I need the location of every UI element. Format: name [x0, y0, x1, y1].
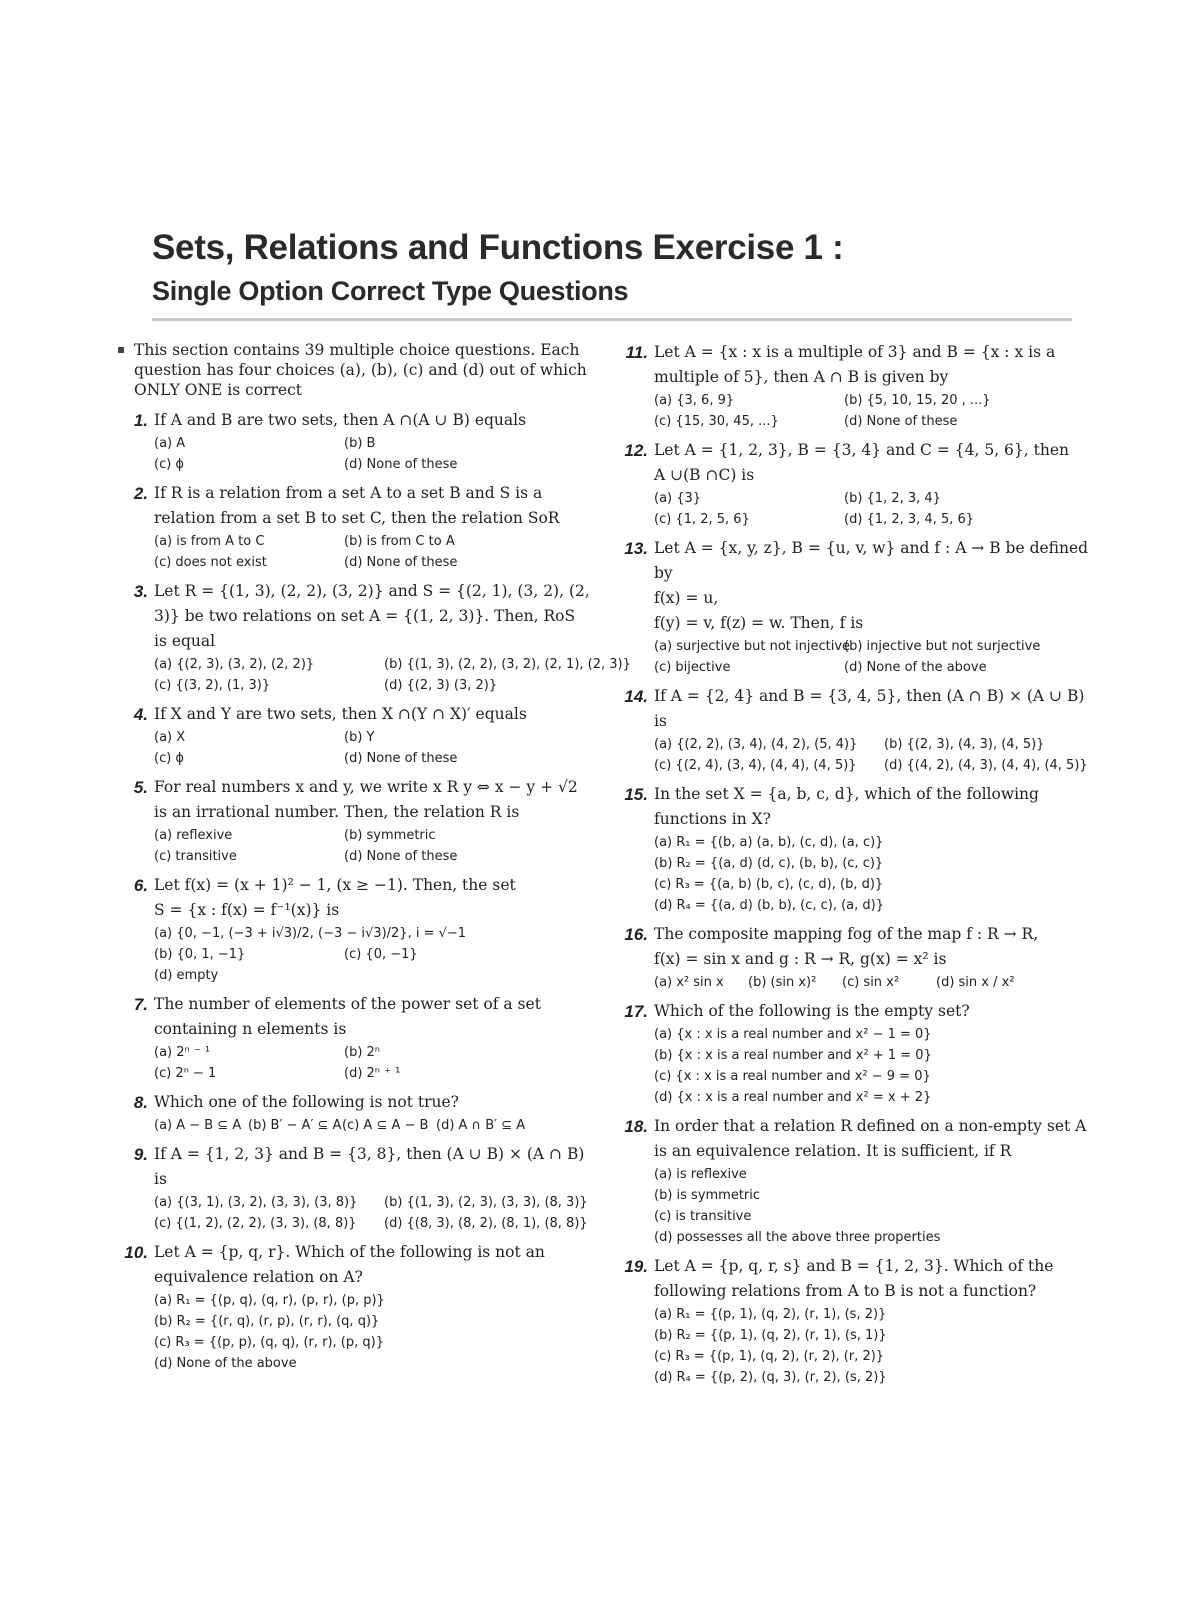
- question-item: [618, 782, 1098, 916]
- question-number: 9.: [133, 1145, 148, 1164]
- answer-options: [654, 488, 1098, 530]
- page-title: Sets, Relations and Functions Exercise 1 :: [152, 228, 844, 267]
- answer-options: [654, 390, 1098, 432]
- square-bullet-icon: [118, 347, 124, 353]
- answer-option: (c) is transitive: [654, 1209, 752, 1224]
- answer-options: [654, 832, 1098, 916]
- answer-option: (d) {1, 2, 3, 4, 5, 6}: [844, 512, 975, 527]
- answer-option: (c) 2ⁿ − 1: [154, 1066, 217, 1081]
- answer-option: (a) {3, 6, 9}: [654, 393, 735, 408]
- question-number: 19.: [624, 1257, 648, 1276]
- question-text: If A = {2, 4} and B = {3, 4, 5}, then (A ∩ B) × (A ∪ B) is: [654, 687, 1085, 730]
- question-item: [118, 873, 592, 986]
- question-number: 4.: [133, 705, 148, 724]
- answer-option: (a) R₁ = {(p, q), (q, r), (p, r), (p, p)}: [154, 1293, 385, 1308]
- answer-option: (b) R₂ = {(a, d) (d, c), (b, b), (c, c)}: [654, 856, 884, 871]
- question-text: Let A = {p, q, r, s} and B = {1, 2, 3}. Which of the following relations from A to B is not a function?: [654, 1257, 1054, 1300]
- question-head: [618, 536, 1098, 636]
- answer-option: (c) {0, −1}: [344, 947, 418, 962]
- answer-option: (c) A ⊆ A − B: [342, 1118, 429, 1133]
- answer-option: (d) {(2, 3) (3, 2)}: [384, 678, 498, 693]
- answer-option: (c) does not exist: [154, 555, 267, 570]
- question-head: [618, 1114, 1098, 1164]
- question-item: [118, 702, 592, 769]
- question-item: [618, 340, 1098, 432]
- answer-option: (b) is from C to A: [344, 534, 455, 549]
- answer-option: (d) R₄ = {(p, 2), (q, 3), (r, 2), (s, 2)}: [654, 1370, 887, 1385]
- answer-options: [654, 1024, 1098, 1108]
- answer-option: (a) {x : x is a real number and x² − 1 = 0}: [654, 1027, 932, 1042]
- question-item: [618, 684, 1098, 776]
- answer-option: (b) {x : x is a real number and x² + 1 = 0}: [654, 1048, 932, 1063]
- question-text: If A and B are two sets, then A ∩(A ∪ B) equals: [154, 411, 527, 429]
- question-head: [618, 340, 1098, 390]
- answer-option: (c) {(1, 2), (2, 2), (3, 3), (8, 8)}: [154, 1216, 357, 1231]
- question-head: [118, 579, 592, 654]
- question-head: [118, 775, 592, 825]
- question-head: [118, 481, 592, 531]
- answer-options: [654, 734, 1098, 776]
- question-number: 13.: [624, 539, 648, 558]
- left-column: [118, 340, 631, 1380]
- question-text: The composite mapping fog of the map f : R → R, f(x) = sin x and g : R → R, g(x) = x² is: [654, 925, 1039, 968]
- question-text: If A = {1, 2, 3} and B = {3, 8}, then (A ∪ B) × (A ∩ B) is: [154, 1145, 585, 1188]
- question-number: 12.: [624, 441, 648, 460]
- question-number: 6.: [133, 876, 148, 895]
- answer-option: (c) ϕ: [154, 751, 184, 766]
- question-text: Let A = {1, 2, 3}, B = {3, 4} and C = {4, 5, 6}, then A ∪(B ∩C) is: [654, 441, 1069, 484]
- question-head: [118, 992, 592, 1042]
- answer-options: [654, 636, 1098, 678]
- answer-option: (b) {0, 1, −1}: [154, 947, 246, 962]
- answer-option: (d) A ∩ B′ ⊆ A: [436, 1118, 526, 1133]
- answer-option: (c) R₃ = {(p, 1), (q, 2), (r, 2), (r, 2)}: [654, 1349, 885, 1364]
- question-number: 16.: [624, 925, 648, 944]
- answer-option: (a) reflexive: [154, 828, 233, 843]
- answer-option: (c) transitive: [154, 849, 237, 864]
- question-item: [118, 1240, 592, 1374]
- answer-option: (a) {(2, 2), (3, 4), (4, 2), (5, 4)}: [654, 737, 858, 752]
- answer-option: (b) B: [344, 436, 376, 451]
- question-item: [118, 579, 631, 696]
- answer-option: (c) {(3, 2), (1, 3)}: [154, 678, 271, 693]
- answer-option: (c) ϕ: [154, 457, 184, 472]
- answer-option: (c) sin x²: [842, 975, 900, 990]
- question-text: If X and Y are two sets, then X ∩(Y ∩ X)′ equals: [154, 705, 527, 723]
- question-number: 2.: [133, 484, 148, 503]
- question-item: [618, 999, 1098, 1108]
- answer-option: (a) X: [154, 730, 186, 745]
- answer-option: (a) A − B ⊆ A: [154, 1118, 242, 1133]
- answer-option: (d) 2ⁿ ⁺ ¹: [344, 1066, 401, 1081]
- question-text: Let A = {x : x is a multiple of 3} and B = {x : x is a multiple of 5}, then A ∩ B is given by: [654, 343, 1056, 386]
- answer-option: (a) {0, −1, (−3 + i√3)/2, (−3 − i√3)/2}, i = √−1: [154, 926, 467, 941]
- question-head: [118, 702, 592, 727]
- question-text: In the set X = {a, b, c, d}, which of the following functions in X?: [654, 785, 1039, 828]
- answer-options: [154, 531, 592, 573]
- answer-option: (d) sin x / x²: [936, 975, 1015, 990]
- answer-option: (b) {1, 2, 3, 4}: [844, 491, 941, 506]
- answer-option: (c) bijective: [654, 660, 731, 675]
- answer-option: (b) {(1, 3), (2, 2), (3, 2), (2, 1), (2, 3)}: [384, 657, 631, 672]
- question-head: [618, 438, 1098, 488]
- answer-option: (d) None of these: [344, 751, 458, 766]
- question-head: [618, 999, 1098, 1024]
- answer-option: (a) {3}: [654, 491, 702, 506]
- answer-option: (c) {1, 2, 5, 6}: [654, 512, 750, 527]
- question-item: [618, 1254, 1098, 1388]
- question-text: Let A = {x, y, z}, B = {u, v, w} and f : A → B be defined by f(x) = u, f(y) = v, f(z) = w. Then, f is: [654, 539, 1089, 632]
- answer-option: (a) 2ⁿ ⁻ ¹: [154, 1045, 211, 1060]
- answer-option: (b) B′ − A′ ⊆ A: [248, 1118, 342, 1133]
- answer-option: (b) injective but not surjective: [844, 639, 1041, 654]
- answer-option: (a) A: [154, 436, 186, 451]
- question-text: If R is a relation from a set A to a set B and S is a relation from a set B to set C, then the relation SoR: [154, 484, 560, 527]
- answer-option: (b) is symmetric: [654, 1188, 761, 1203]
- question-item: [618, 1114, 1098, 1248]
- answer-options: [154, 1042, 592, 1084]
- question-text: Let f(x) = (x + 1)² − 1, (x ≥ −1). Then, the set S = {x : f(x) = f⁻¹(x)} is: [154, 876, 516, 919]
- answer-option: (d) possesses all the above three properties: [654, 1230, 941, 1245]
- answer-options: [154, 727, 592, 769]
- question-item: [118, 481, 592, 573]
- answer-option: (a) is from A to C: [154, 534, 265, 549]
- question-item: [618, 922, 1098, 993]
- question-item: [118, 1142, 592, 1234]
- question-number: 7.: [133, 995, 148, 1014]
- answer-option: (d) None of the above: [154, 1356, 297, 1371]
- answer-option: (d) None of these: [844, 414, 958, 429]
- page-subtitle: Single Option Correct Type Questions: [152, 276, 629, 306]
- question-item: [118, 1090, 592, 1136]
- answer-option: (c) R₃ = {(a, b) (b, c), (c, d), (b, d)}: [654, 877, 884, 892]
- question-text: Which of the following is the empty set?: [654, 1002, 970, 1020]
- answer-option: (b) {(1, 3), (2, 3), (3, 3), (8, 3)}: [384, 1195, 588, 1210]
- answer-option: (a) {(3, 1), (3, 2), (3, 3), (3, 8)}: [154, 1195, 358, 1210]
- question-head: [618, 782, 1098, 832]
- answer-option: (b) Y: [344, 730, 375, 745]
- answer-option: (a) x² sin x: [654, 975, 724, 990]
- answer-options: [154, 654, 631, 696]
- question-text: The number of elements of the power set of a set containing n elements is: [154, 995, 541, 1038]
- question-item: [618, 536, 1098, 678]
- answer-options: [154, 1290, 592, 1374]
- answer-option: (b) (sin x)²: [748, 975, 817, 990]
- intro-text: This section contains 39 multiple choice questions. Each question has four choices (a), (b), (c) and (d) out of which ONLY ONE is correct: [134, 341, 587, 399]
- answer-option: (c) {(2, 4), (3, 4), (4, 4), (4, 5)}: [654, 758, 857, 773]
- question-number: 8.: [133, 1093, 148, 1112]
- answer-option: (b) R₂ = {(r, q), (r, p), (r, r), (q, q)}: [154, 1314, 380, 1329]
- answer-option: (a) is reflexive: [654, 1167, 747, 1182]
- question-head: [118, 873, 592, 923]
- question-text: In order that a relation R defined on a non-empty set A is an equivalence relation. It is sufficient, if R: [654, 1117, 1087, 1160]
- answer-option: (c) R₃ = {(p, p), (q, q), (r, r), (p, q)}: [154, 1335, 384, 1350]
- answer-option: (d) None of these: [344, 555, 458, 570]
- answer-option: (b) {(2, 3), (4, 3), (4, 5)}: [884, 737, 1045, 752]
- answer-option: (b) symmetric: [344, 828, 436, 843]
- question-head: [118, 1090, 592, 1115]
- right-question-list: [618, 340, 1098, 1388]
- title-divider: [152, 318, 1072, 321]
- answer-option: (c) {x : x is a real number and x² − 9 = 0}: [654, 1069, 931, 1084]
- answer-options: [654, 1304, 1098, 1388]
- question-item: [118, 775, 592, 867]
- answer-options: [154, 1192, 592, 1234]
- question-text: Let A = {p, q, r}. Which of the following is not an equivalence relation on A?: [154, 1243, 545, 1286]
- answer-option: (d) empty: [154, 968, 219, 983]
- question-head: [618, 922, 1098, 972]
- question-number: 17.: [624, 1002, 648, 1021]
- answer-option: (b) {5, 10, 15, 20 , ...}: [844, 393, 991, 408]
- question-head: [118, 1240, 592, 1290]
- answer-option: (a) R₁ = {(p, 1), (q, 2), (r, 1), (s, 2)}: [654, 1307, 887, 1322]
- answer-option: (d) None of these: [344, 849, 458, 864]
- answer-options: [154, 433, 592, 475]
- answer-option: (a) {(2, 3), (3, 2), (2, 2)}: [154, 657, 315, 672]
- answer-option: (d) {x : x is a real number and x² = x + 2}: [654, 1090, 932, 1105]
- question-text: Which one of the following is not true?: [154, 1093, 459, 1111]
- question-number: 10.: [124, 1243, 148, 1262]
- question-item: [618, 438, 1098, 530]
- question-text: For real numbers x and y, we write x R y ⇔ x − y + √2 is an irrational number. Then, the relation R is: [154, 778, 578, 821]
- question-head: [618, 684, 1098, 734]
- answer-option: (d) {(8, 3), (8, 2), (8, 1), (8, 8)}: [384, 1216, 588, 1231]
- answer-option: (b) R₂ = {(p, 1), (q, 2), (r, 1), (s, 1)}: [654, 1328, 887, 1343]
- answer-option: (a) surjective but not injective: [654, 639, 851, 654]
- question-item: [118, 992, 592, 1084]
- answer-options: [154, 1115, 592, 1136]
- question-head: [118, 408, 592, 433]
- question-number: 3.: [133, 582, 148, 601]
- question-head: [618, 1254, 1098, 1304]
- question-item: [118, 408, 592, 475]
- answer-options: [654, 1164, 1098, 1248]
- question-number: 18.: [624, 1117, 648, 1136]
- answer-option: (d) None of the above: [844, 660, 987, 675]
- answer-option: (a) R₁ = {(b, a) (a, b), (c, d), (a, c)}: [654, 835, 884, 850]
- section-intro: [118, 340, 592, 400]
- right-column: [618, 340, 1098, 1394]
- answer-option: (d) R₄ = {(a, d) (b, b), (c, c), (a, d)}: [654, 898, 885, 913]
- question-number: 1.: [133, 411, 148, 430]
- question-number: 15.: [624, 785, 648, 804]
- question-number: 11.: [625, 343, 648, 362]
- question-number: 14.: [624, 687, 648, 706]
- answer-options: [154, 923, 592, 986]
- answer-option: (b) 2ⁿ: [344, 1045, 380, 1060]
- question-text: Let R = {(1, 3), (2, 2), (3, 2)} and S = {(2, 1), (3, 2), (2, 3)} be two relations on set A = {(1, 2, 3)}. Then, RoS is equal: [154, 582, 590, 650]
- answer-option: (d) {(4, 2), (4, 3), (4, 4), (4, 5)}: [884, 758, 1088, 773]
- answer-options: [154, 825, 592, 867]
- question-head: [118, 1142, 592, 1192]
- answer-option: (c) {15, 30, 45, ...}: [654, 414, 779, 429]
- answer-options: [654, 972, 1098, 993]
- left-question-list: [118, 408, 631, 1374]
- answer-option: (d) None of these: [344, 457, 458, 472]
- question-number: 5.: [133, 778, 148, 797]
